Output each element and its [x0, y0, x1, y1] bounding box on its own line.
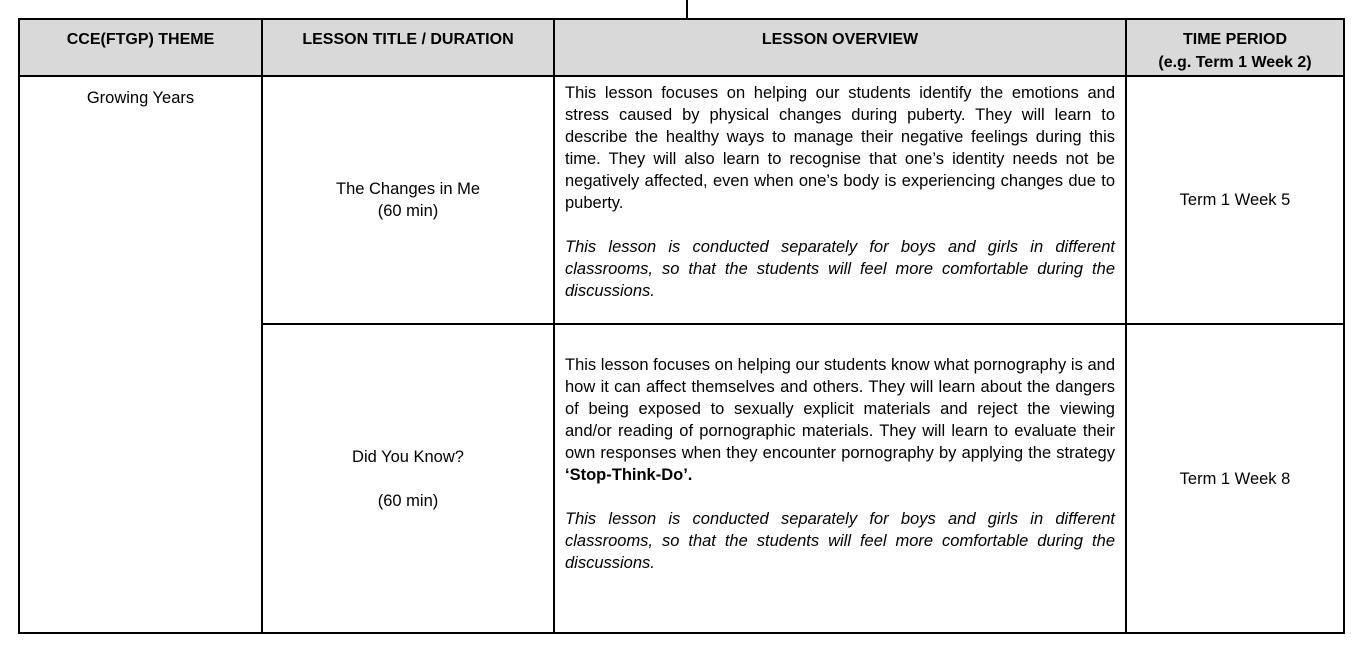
lesson-title: Did You Know?: [352, 447, 464, 466]
column-divider-tick: [686, 0, 688, 19]
header-time-period-line1: TIME PERIOD: [1182, 31, 1287, 48]
overview-paragraph: This lesson focuses on helping our students identify the emotions and stress caused by physical changes during puberty. They will learn to describe the healthy ways to manage their negative feelings during this time. They will also learn to recognise that one’s identity needs not be negatively affected, even when one’s body is experiencing changes due to puberty.: [565, 84, 1115, 212]
lesson-duration: (60 min): [377, 202, 439, 220]
overview-text: This lesson focuses on helping our students know what pornography is and how it can affect themselves and others. They will learn about the dangers of being exposed to sexually explicit materials and reject the viewing and/or reading of pornographic materials. They will learn to evaluate their own responses when they encounter pornography by applying the strategy: [565, 356, 1115, 462]
header-lesson-title-duration: LESSON TITLE / DURATION: [262, 19, 554, 76]
lesson-overview-cell: [554, 76, 1126, 324]
lesson-title: The Changes in Me: [336, 180, 480, 198]
header-lesson-overview: LESSON OVERVIEW: [554, 19, 1126, 76]
table-row-changes-in-me: [19, 76, 1344, 324]
header-row: [19, 19, 1344, 76]
header-time-period-line2: (e.g. Term 1 Week 2): [1158, 54, 1312, 71]
theme-cell: Growing Years: [19, 76, 262, 633]
lesson-title-cell: [262, 324, 554, 633]
time-period-cell: Term 1 Week 8: [1126, 324, 1344, 633]
header-time-period: [1126, 19, 1344, 76]
overview-paragraph: [565, 354, 1115, 486]
time-period-cell: Term 1 Week 5: [1126, 76, 1344, 324]
lesson-plan-table: [18, 18, 1345, 634]
lesson-overview-cell: [554, 324, 1126, 633]
header-theme: CCE(FTGP) THEME: [19, 19, 262, 76]
overview-note-paragraph: This lesson is conducted separately for boys and girls in different classrooms, so that the students will feel more comfortable during the discussions.: [565, 238, 1115, 300]
lesson-title-cell: [262, 76, 554, 324]
overview-note-paragraph: This lesson is conducted separately for boys and girls in different classrooms, so that the students will feel more comfortable during the discussions.: [565, 510, 1115, 572]
overview-bold-strategy: ‘Stop-Think-Do’.: [565, 466, 693, 484]
lesson-duration: (60 min): [377, 491, 439, 510]
